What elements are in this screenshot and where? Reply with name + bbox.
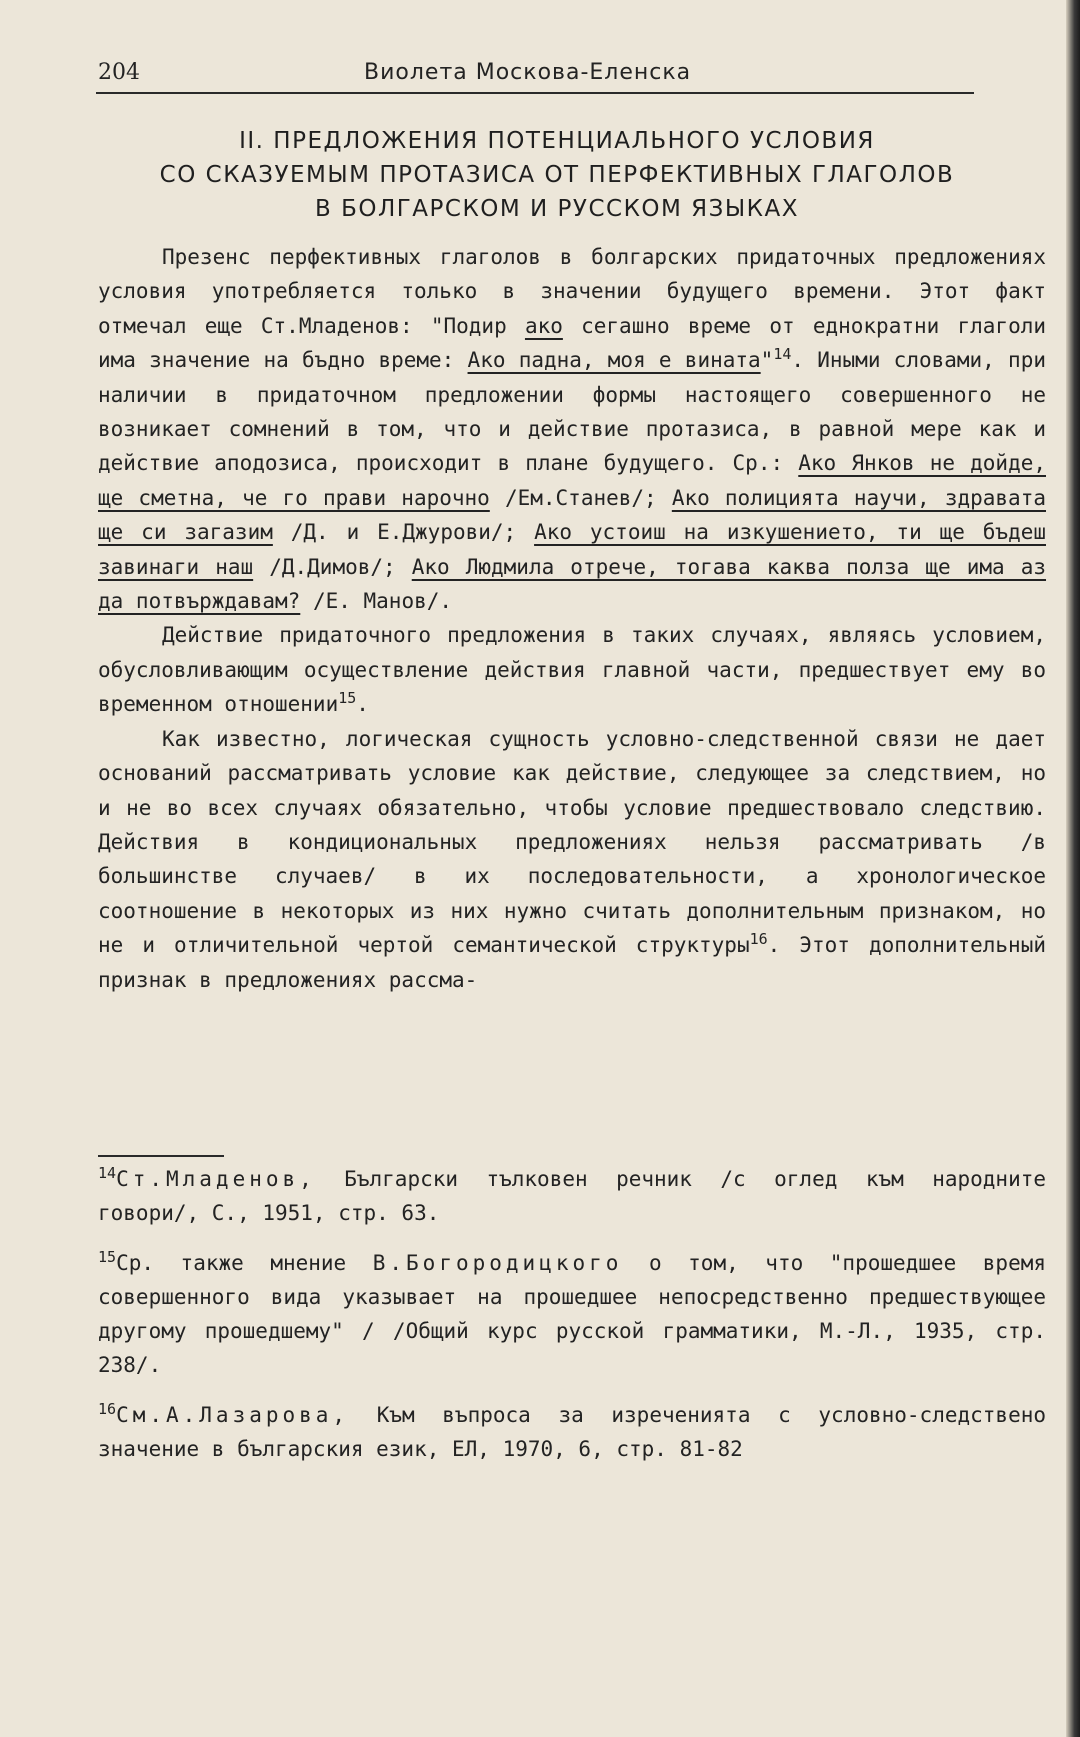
example-ustoish: Ако устоиш на изкушението, ти ще бъдеш завинаги наш <box>98 520 1046 579</box>
page-header <box>96 58 974 94</box>
example-lyudmila: Ако Людмила отрече, тогава каква полза ще има аз да потвърждавам? <box>98 554 1047 614</box>
example-yankov: Ако Янков не дойде, ще сметна, че го прави нарочно <box>98 451 1046 510</box>
example-policiyata: Ако полицията научи, здравата ще си загазим <box>98 485 1046 545</box>
underlined-ako: ако <box>524 313 563 338</box>
paragraph-2: Действие придаточного предложения в таких случаях, являясь условием, обусловливающим осуществление действия главной части, предшествует ему во временном отношении$^{15}$. <box>98 623 1046 717</box>
section-heading <box>92 124 1022 226</box>
footnote-ref-15: 15 <box>338 689 357 708</box>
heading-line-2: СО СКАЗУЕМЫМ ПРОТАЗИСА ОТ ПЕРФЕКТИВНЫХ ГЛАГОЛОВ <box>159 162 955 188</box>
example-quote: Ако падна, моя е вината <box>467 348 761 373</box>
footnote-14: $^{14}$Ст.Младенов, Български тълковен речник /с оглед към народните говори/, С., 1951, стр. 63. <box>98 1164 1046 1225</box>
footnote-mark-14: 14 <box>98 1164 117 1182</box>
footnote-author: В.Богородицкого <box>372 1251 623 1275</box>
footnote-mark-16: 16 <box>98 1400 117 1418</box>
paragraph-3: Как известно, логическая сущность условно-следственной связи не дает оснований рассматривать условие как действие, следующее за следствием, но и не во всех случаях обязательно, чтобы условие предшествовало следствию. Действия в кондициональных предложениях нельзя рассматривать /в большинстве случаев/ в их последовательности, а хронологическое соотношение в некоторых из них нужно считать дополнительным признаком, но не и отличительной чертой семантической структуры$^{16}$. Этот дополнительный признак в предложениях рассма- <box>98 726 1046 992</box>
footnote-ref-16: 16 <box>749 930 768 949</box>
heading-line-1: II. ПРЕДЛОЖЕНИЯ ПОТЕНЦИАЛЬНОГО УСЛОВИЯ <box>239 128 875 154</box>
heading-line-3: В БОЛГАРСКОМ И РУССКОМ ЯЗЫКАХ <box>315 196 799 222</box>
running-title: Виолета Москова-Еленска <box>364 60 692 85</box>
paragraph-1: Презенс перфективных глаголов в болгарских придаточных предложениях условия употребляется только в значении будущего времени. Этот факт отмечал еще Ст.Младенов: "Подир ако сегашно време от еднократни глаголи има значение на бъдно време: Ако падна, моя е вината"$^{14}$. Иными словами, при наличии в придаточном предложении формы настоящего совершенного не возникает сомнений в том, что и действие протазиса, в равной мере как и действие аподозиса, происходит в плане будущего. Ср.: Ако Янков не дойде, ще сметна, че го прави нарочно /Ем.Станев/; Ако полицията научи, здравата ще си загазим /Д. и Е.Джурови/; Ако устоиш на изкушението, ти ще бъдеш завинаги наш /Д.Димов/; Ако Людмила отрече, тогава каква полза ще има аз да потвърждавам? /Е. Манов/. <box>98 245 1047 614</box>
footnote-author: См.А.Лазарова, <box>116 1403 350 1427</box>
footnote-author: Ст.Младенов, <box>116 1167 316 1191</box>
footnote-16: $^{16}$См.А.Лазарова, Към въпроса за изреченията с условно-следствено значение в българския език, ЕЛ, 1970, 6, стр. 81-82 <box>98 1400 1046 1461</box>
footnote-divider <box>98 1155 224 1157</box>
footnote-15: $^{15}$Ср. также мнение В.Богородицкого о том, что "прошедшее время совершенного вида указывает на прошедшее непосредственно предшествующее другому прошедшему" / /Общий курс русской грамматики, М.-Л., 1935, стр. 238/. <box>98 1248 1046 1377</box>
footnotes <box>98 1162 1046 1482</box>
scan-edge <box>1066 0 1080 1737</box>
page-number: 204 <box>98 60 140 85</box>
main-text <box>98 240 1046 997</box>
footnote-ref-14: 14 <box>773 345 792 364</box>
footnote-mark-15: 15 <box>98 1248 117 1266</box>
